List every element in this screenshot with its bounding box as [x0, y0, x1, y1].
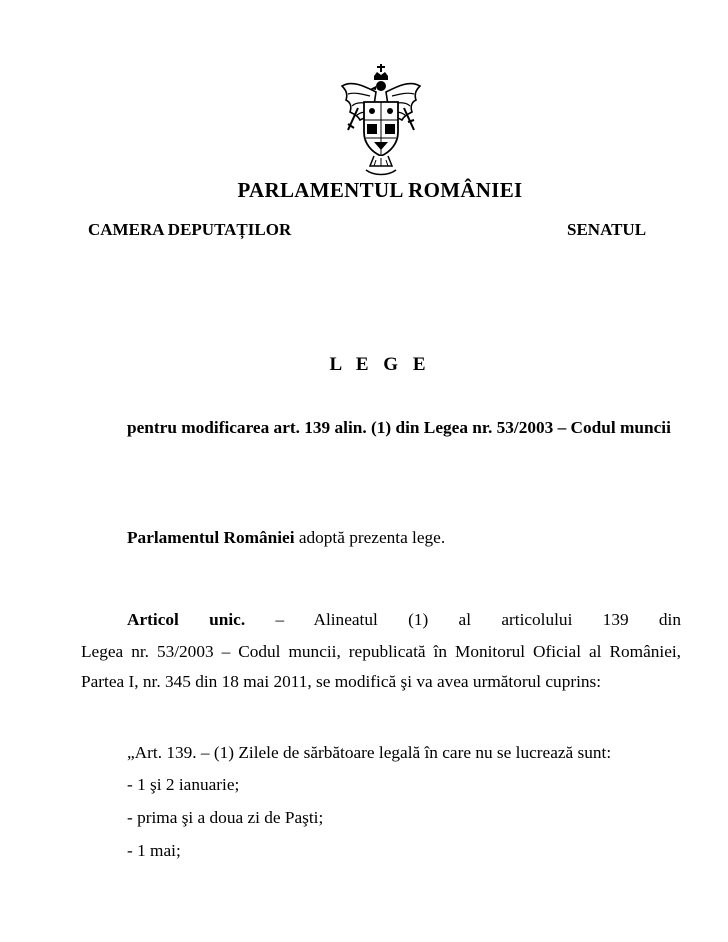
list-item: - 1 mai; — [127, 841, 181, 860]
adoption-bold: Parlamentul României — [127, 528, 295, 547]
article-body: Legea nr. 53/2003 – Codul muncii, republicată în Monitorul Oficial al României, Partea I, nr. 345 din 18 mai 2011, se modifică şi va avea următorul cuprins: — [81, 642, 681, 691]
article-first-line-rest: – Alineatul (1) al articolului 139 din — [245, 610, 682, 629]
article-title: Articol unic. — [127, 610, 246, 629]
senate-label: SENATUL — [567, 220, 647, 239]
adoption-rest: adoptă prezenta lege. — [294, 528, 446, 547]
list-item: - prima şi a doua zi de Paşti; — [127, 808, 324, 827]
adoption-statement — [127, 523, 445, 553]
article-first-line — [127, 605, 681, 635]
document-type-heading: L E G E — [329, 354, 431, 375]
list-item: - 1 şi 2 ianuarie; — [127, 775, 240, 794]
coat-of-arms-icon — [336, 62, 426, 178]
quote-intro: „Art. 139. – (1) Zilele de sărbătoare legală în care nu se lucrează sunt: — [127, 743, 612, 762]
page-title: PARLAMENTUL ROMÂNIEI — [237, 178, 523, 202]
law-subject: pentru modificarea art. 139 alin. (1) din Legea nr. 53/2003 – Codul muncii — [127, 418, 671, 437]
chamber-deputies-label: CAMERA DEPUTAȚILOR — [88, 220, 292, 239]
